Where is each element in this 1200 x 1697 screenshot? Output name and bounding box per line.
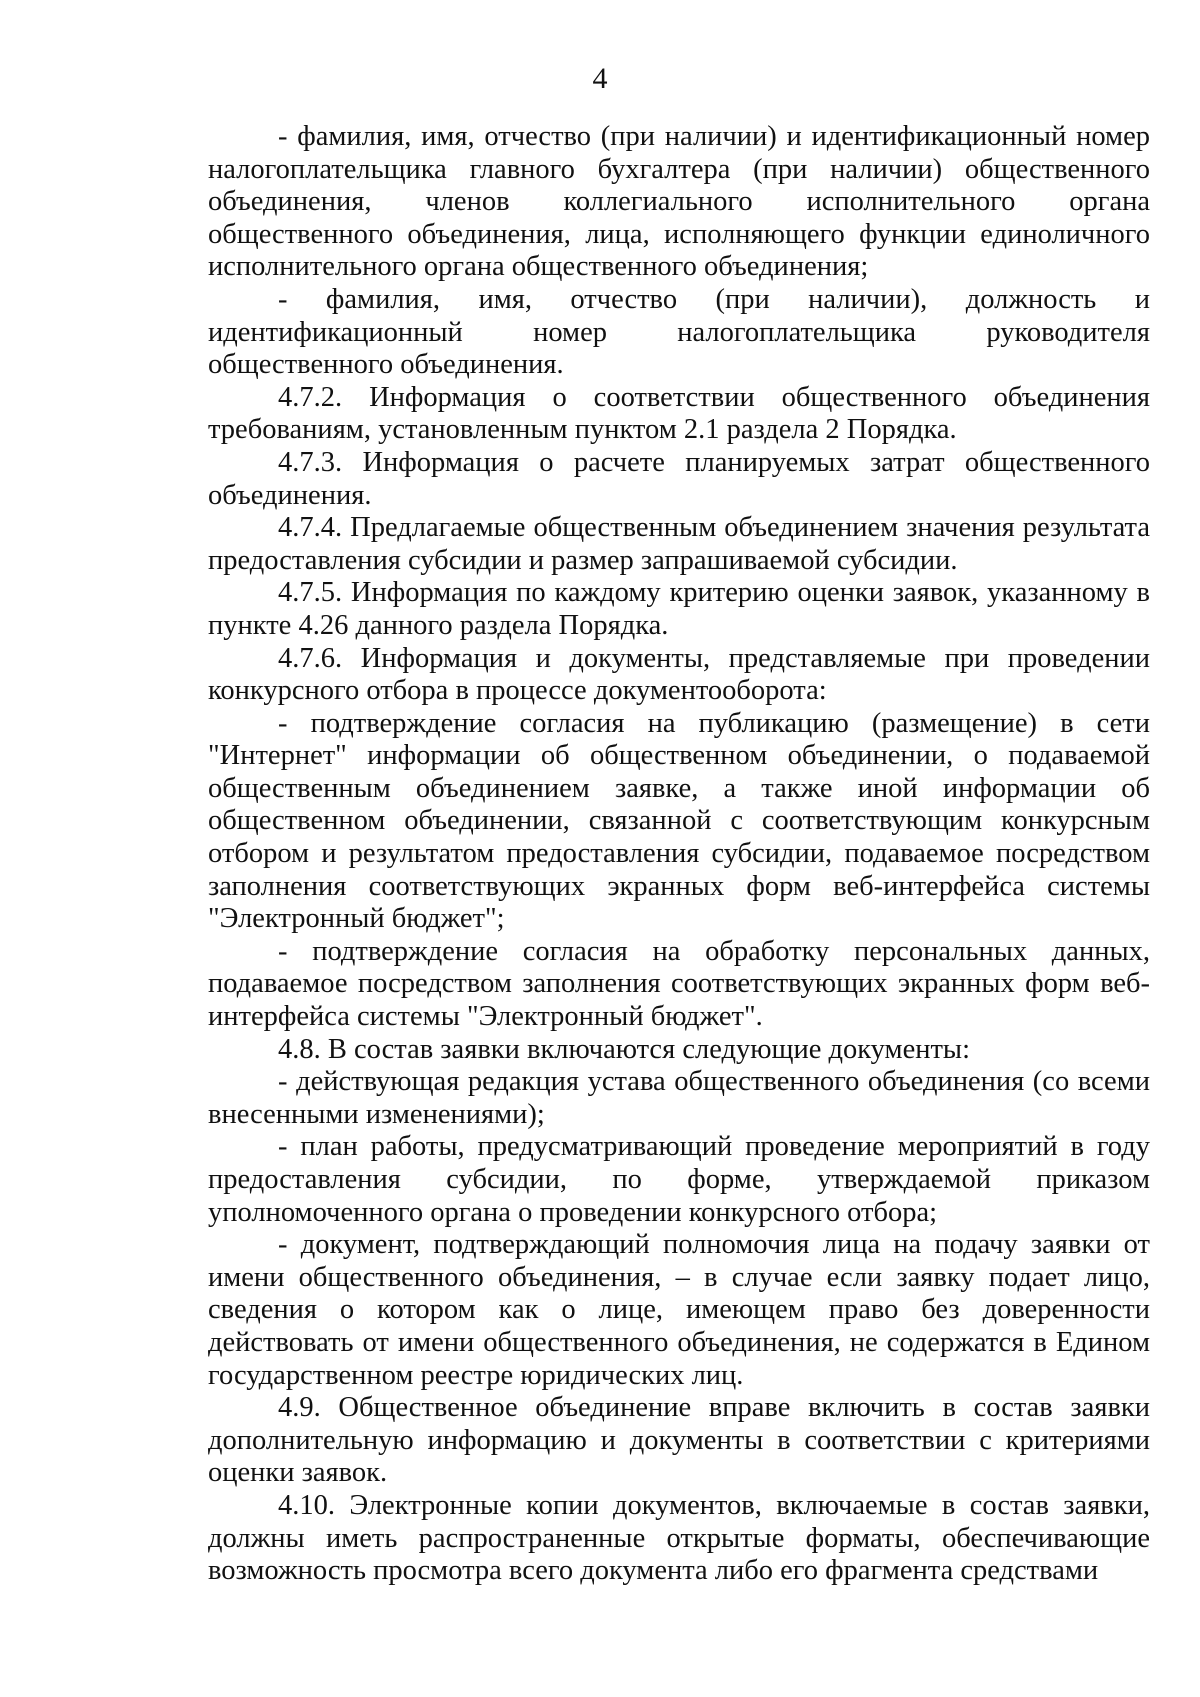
paragraph-4-10: 4.10. Электронные копии документов, включаемые в состав заявки, должны иметь распространенные открытые форматы, обеспечивающие возможность просмотра всего документа либо его фрагмента средствами [208, 1489, 1150, 1587]
paragraph-personal-data-consent: - подтверждение согласия на обработку персональных данных, подаваемое посредством заполнения соответствующих экранных форм веб-интерфейса системы "Электронный бюджет". [208, 935, 1150, 1033]
paragraph-4-8: 4.8. В состав заявки включаются следующие документы: [278, 1033, 971, 1065]
paragraph-4-7-3: 4.7.3. Информация о расчете планируемых затрат общественного объединения. [208, 446, 1150, 511]
document-body [208, 121, 1150, 1588]
paragraph-head-info: - фамилия, имя, отчество (при наличии), должность и идентификационный номер налогоплательщика руководителя общественного объединения. [208, 283, 1150, 381]
paragraph-4-7-4: 4.7.4. Предлагаемые общественным объединением значения результата предоставления субсидии и размер запрашиваемой субсидии. [208, 512, 1150, 576]
paragraph-4-7-2: 4.7.2. Информация о соответствии общественного объединения требованиям, установленным пунктом 2.1 раздела 2 Порядка. [208, 381, 1150, 446]
paragraph-4-7-5: 4.7.5. Информация по каждому критерию оценки заявок, указанному в пункте 4.26 данного раздела Порядка. [208, 577, 1150, 641]
paragraph-charter: - действующая редакция устава общественного объединения (со всеми внесенными изменениями); [208, 1066, 1150, 1130]
paragraph-accountant-info: - фамилия, имя, отчество (при наличии) и идентификационный номер налогоплательщика главного бухгалтера (при наличии) общественного объединения, членов коллегиального исполнительного органа общественного объединения, лица, исполняющего функции единоличного исполнительного органа общественного объединения; [208, 121, 1150, 283]
page-number: 4 [592, 62, 608, 95]
paragraph-publication-consent: - подтверждение согласия на публикацию (размещение) в сети "Интернет" информации об общественном объединении, о подаваемой общественным объединением заявке, а также иной информации об общественном объединении, связанной с соответствующим конкурсным отбором и результатом предоставления субсидии, подаваемое посредством заполнения соответствующих экранных форм веб-интерфейса системы "Электронный бюджет"; [208, 707, 1150, 935]
paragraph-work-plan: - план работы, предусматривающий проведение мероприятий в году предоставления субсидии, по форме, утверждаемой приказом уполномоченного органа о проведении конкурсного отбора; [208, 1131, 1150, 1228]
paragraph-4-9: 4.9. Общественное объединение вправе включить в состав заявки дополнительную информацию и документы в соответствии с критериями оценки заявок. [208, 1392, 1150, 1489]
paragraph-authority-document: - документ, подтверждающий полномочия лица на подачу заявки от имени общественного объединения, – в случае если заявку подает лицо, сведения о котором как о лице, имеющем право без доверенности действовать от имени общественного объединения, не содержатся в Едином государственном реестре юридических лиц. [208, 1229, 1150, 1391]
paragraph-4-7-6: 4.7.6. Информация и документы, представляемые при проведении конкурсного отбора в процессе документооборота: [208, 642, 1150, 707]
